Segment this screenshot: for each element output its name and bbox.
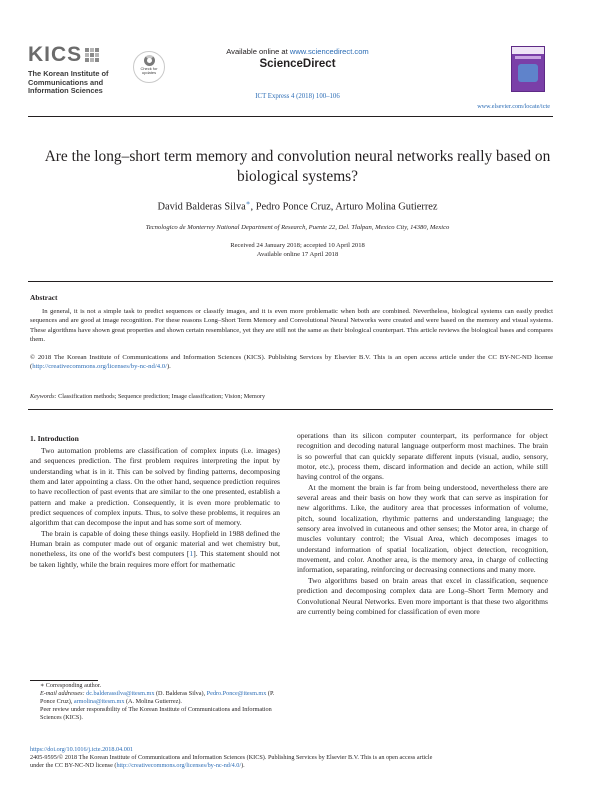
kics-org-name: The Korean Institute of Communications and Information Sciences [28, 69, 109, 96]
email-link[interactable]: dc.balderassilva@itesm.mx [86, 690, 155, 697]
check-for-updates-badge[interactable]: Check for updates [133, 51, 165, 83]
affiliation: Tecnologico de Monterrey National Department of Research, Puente 22, Del. Tlalpan, Mexico City, 14380, Mexico [145, 224, 450, 231]
keywords: Keywords: Classification methods; Sequence prediction; Image classification; Vision; Memory [30, 393, 266, 400]
paragraph: Two algorithms based on brain areas that excel in classification, sequence prediction and decomposing complex data are Long–Short Term Memory and Convolutional Neural Networks. Even more important is that these two algorithms are currently being combined for classification of even more [297, 575, 548, 616]
paragraph: Two automation problems are classification of complex inputs (i.e. images) and sequences prediction. The first problem requires interpreting the input by understanding what is in it. This can be solved by finding patterns, decomposing them and later appointing a class. On the other hand, sequence prediction requires to have recollection of past events that are similar to the one presented, establish a pattern and make a prediction. Consequently, it is even more problematic to predict sequences of complex inputs. Thus, to solve these problems, it requires an algorithm that can decompose the input and has some sort of memory. [30, 446, 280, 528]
kics-logo-letters: KICS [28, 44, 110, 66]
abstract-copyright: © 2018 The Korean Institute of Communications and Information Sciences (KICS). Publishing Services by Elsevier B.V. This is an open access article under the CC BY-NC-ND license (http://creativecommons.org/licenses/by-nc-nd/4.0/). [30, 354, 553, 371]
email-addresses: E-mail addresses: dc.balderassilva@itesm.mx (D. Balderas Silva), Pedro.Ponce@itesm.mx (P. Ponce Cruz), armolina@itesm.mx (A. Molina Gutierrez). [40, 690, 275, 705]
abstract-divider-bottom [28, 409, 553, 410]
corresponding-author-mark[interactable]: ∗ [245, 199, 251, 207]
abstract-text: In general, it is not a simple task to predict sequences or classify images, and it is even more problematic when both are combined. Nevertheless, biological systems can easily predict sequences and are good at image recognition. For these reasons Long–Short Term Memory and Convolutional Neural Networks were created and were based on the memory and visual systems. These algorithms have shown great properties and shown certain resemblance, yet they are still not the same as their biological counterpart. This article reviews the biological bases and compares them. [30, 308, 553, 343]
citation-link[interactable]: 1 [189, 549, 194, 559]
left-column [30, 446, 280, 570]
paragraph: The brain is capable of doing these things easily. Hopfield in 1988 defined the Human brain as computer made out of organic material and wet chemistry but, nonetheless, its one of the world's best computers [1]. This statement should not be taken lightly, while the brain requires more effort for mathematic [30, 528, 280, 569]
journal-cover-image[interactable] [511, 46, 545, 92]
sciencedirect-link[interactable]: www.sciencedirect.com [289, 47, 369, 56]
doi-link[interactable]: https://doi.org/10.1016/j.icte.2018.04.001 [30, 746, 134, 753]
peer-review-note: Peer review under responsibility of The Korean Institute of Communications and Information Sciences (KICS). [40, 706, 272, 721]
section-heading-introduction: 1. Introduction [30, 434, 79, 443]
footer-copyright: 2405-9595/© 2018 The Korean Institute of Communications and Information Sciences (KICS). Publishing Services by Elsevier B.V. This is an open access article [30, 754, 433, 761]
abstract-divider-top [28, 281, 553, 282]
footer-license-link[interactable]: http://creativecommons.org/licenses/by-nc-nd/4.0/ [116, 762, 242, 769]
abstract-heading: Abstract [30, 293, 58, 302]
footnotes [30, 682, 280, 722]
right-column [297, 431, 548, 617]
article-dates: Received 24 January 2018; accepted 10 April 2018 Available online 17 April 2018 [230, 242, 365, 259]
page-footer [30, 746, 553, 770]
footnote-rule [30, 680, 98, 681]
email-link[interactable]: Pedro.Ponce@itesm.mx [206, 690, 267, 697]
paragraph: operations than its silicon computer counterpart, its performance for object recognition and decoding natural language outperform most machines. The brain is so powerful that can quickly separate different inputs (visual, audio, sensory, motor, etc.), process them, discard information and decide an action, while still having control of the organs. [297, 431, 548, 482]
sciencedirect-brand: ScienceDirect [259, 58, 336, 70]
license-link[interactable]: http://creativecommons.org/licenses/by-nc-nd/4.0/ [32, 363, 167, 371]
header-divider [28, 116, 553, 117]
footer-license: under the CC BY-NC-ND license (http://creativecommons.org/licenses/by-nc-nd/4.0/). [30, 762, 245, 769]
article-title: Are the long–short term memory and convolution neural networks really based on biological systems? [44, 148, 551, 185]
corresponding-author-note: ∗ Corresponding author. [40, 682, 102, 689]
paragraph: At the moment the brain is far from being understood, nevertheless there are several areas and their basis on how they work that can serve as inspiration for new algorithms. Like, the auditory area that processes information of volume, pitch, sound localization, rhythmic patterns and understanding language; the sensory area involved in cutaneous and other senses; the Motor area, in charge of muscles voluntary control; the Visual Area, which decomposes images to understand information of spatial localization, object detection, recognition, movement, and color. Another area, is the memory area, in charge of collecting information, separating, reinforcing or decreasing connections and many more. [297, 482, 548, 575]
available-online: Available online at www.sciencedirect.com [226, 47, 369, 56]
journal-reference[interactable]: ICT Express 4 (2018) 100–106 [255, 93, 340, 100]
authors: David Balderas Silva∗, Pedro Ponce Cruz, Arturo Molina Gutierrez [157, 199, 438, 213]
journal-homepage-link[interactable]: www.elsevier.com/locate/icte [477, 103, 550, 110]
email-link[interactable]: armolina@itesm.mx [73, 698, 125, 705]
